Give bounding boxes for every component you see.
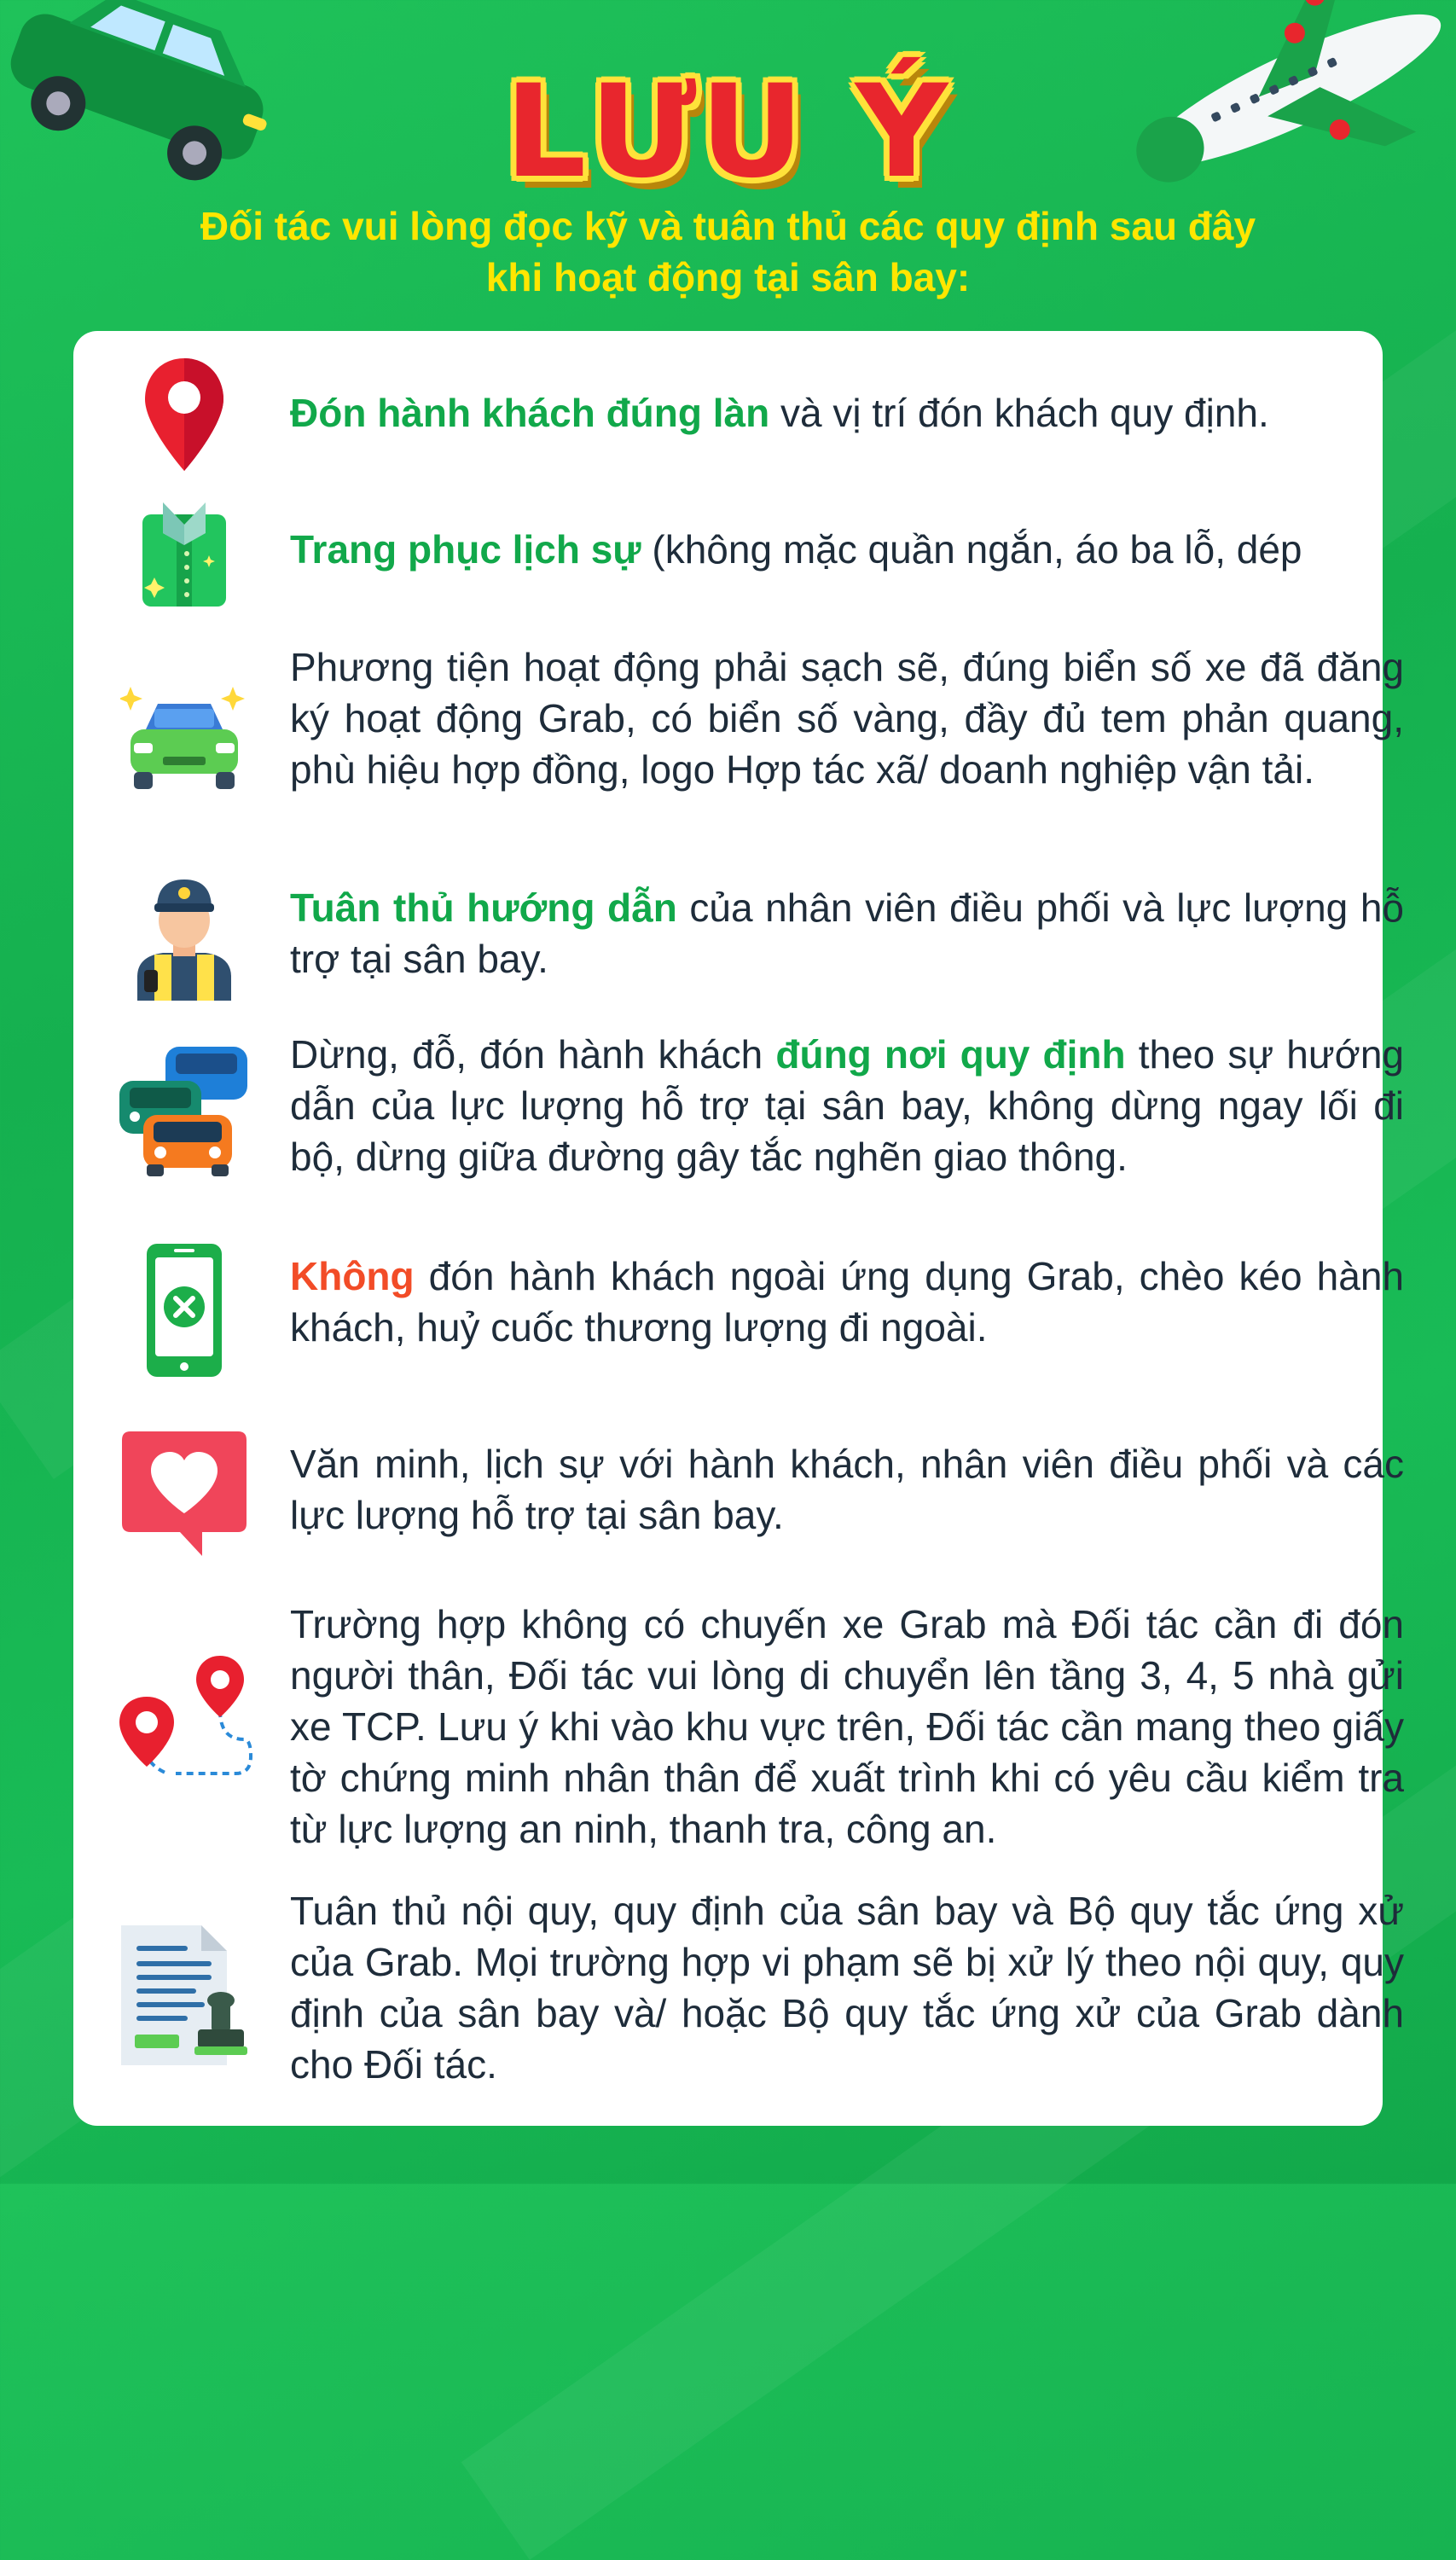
rule-item <box>73 498 1383 609</box>
rule-text: Phương tiện hoạt động phải sạch sẽ, đúng biển số xe đã đăng ký hoạt động Grab, có biển số vàng, đầy đủ tem phản quang, phù hiệu hợp đồng, logo Hợp tác xã/ doanh nghiệp vận tải. <box>290 645 1404 792</box>
page-title: LƯU Ý <box>504 58 952 206</box>
page-subtitle <box>0 200 1456 303</box>
rule-body-text: Dừng, đỗ, đón hành khách <box>290 1032 776 1077</box>
rule-item <box>73 355 1383 474</box>
route-pins-icon <box>116 1650 252 1795</box>
rule-text: Tuân thủ nội quy, quy định của sân bay và Bộ quy tắc ứng xử của Grab. Mọi trường hợp vi phạm sẽ bị xử lý theo nội quy, quy định của sân bay và/ hoặc Bộ quy tắc ứng xử của Grab dành cho Đối tác. <box>290 1889 1404 2087</box>
rule-item <box>73 1885 1404 2099</box>
rule-bold-text: Tuân thủ hướng dẫn <box>290 885 677 930</box>
rule-text <box>290 1029 1404 1182</box>
rule-text <box>290 882 1404 984</box>
rule-item <box>73 641 1404 855</box>
phone-cancel-icon <box>116 1242 252 1379</box>
rule-body-text: theo sự hướng dẫn của lực lượng hỗ trợ tại sân bay, không dừng ngay lối đi bộ, dừng giữa đường gây tắc nghẽn giao thông. <box>290 1032 1405 1179</box>
rule-text: Văn minh, lịch sự với hành khách, nhân viên điều phối và các lực lượng hỗ trợ tại sân bay. <box>290 1442 1404 1537</box>
rule-body-text: của nhân viên điều phối và lực lượng hỗ trợ tại sân bay. <box>290 885 1404 981</box>
clean-car-icon <box>116 676 252 804</box>
rule-item <box>73 1242 1404 1379</box>
rule-body-text: và vị trí đón khách quy định. <box>769 391 1269 435</box>
rule-item <box>73 874 1404 984</box>
rule-text <box>290 387 1404 438</box>
rule-item <box>73 1599 1404 1863</box>
rules-card <box>73 331 1405 2126</box>
rule-bold-text: đúng nơi quy định <box>775 1032 1126 1077</box>
rule-item <box>73 1430 1404 1558</box>
heart-message-icon <box>116 1430 252 1558</box>
document-stamp-icon <box>116 1919 252 2073</box>
rule-text <box>290 524 1404 575</box>
subtitle-line-1: Đối tác vui lòng đọc kỹ và tuân thủ các quy định sau đây <box>200 204 1256 248</box>
rule-body-text: (không mặc quần ngắn, áo ba lỗ, dép <box>641 527 1302 572</box>
rule-text: Trường hợp không có chuyến xe Grab mà Đối tác cần đi đón người thân, Đối tác vui lòng di chuyển lên tầng 3, 4, 5 nhà gửi xe TCP. Lưu ý khi vào khu vực trên, Đối tác cần mang theo giấy tờ chứng minh nhân thân để xuất trình khi có yêu cầu kiểm tra từ lực lượng an ninh, thanh tra, công an. <box>290 1602 1404 1851</box>
shirt-icon <box>116 498 252 609</box>
subtitle-line-2: khi hoạt động tại sân bay: <box>485 255 971 299</box>
rule-bold-text: Trang phục lịch sự <box>290 527 641 572</box>
rule-bold-text: Đón hành khách đúng làn <box>290 391 770 435</box>
location-pin-icon <box>116 355 252 474</box>
rule-body-text: đón hành khách ngoài ứng dụng Grab, chèo kéo hành khách, huỷ cuốc thương lượng đi ngoài. <box>290 1254 1404 1350</box>
rule-item <box>73 1029 1405 1191</box>
security-officer-icon <box>116 874 252 1001</box>
rule-text <box>290 1251 1404 1353</box>
rule-bold-text: Không <box>290 1254 415 1298</box>
traffic-cars-icon <box>116 1036 252 1181</box>
